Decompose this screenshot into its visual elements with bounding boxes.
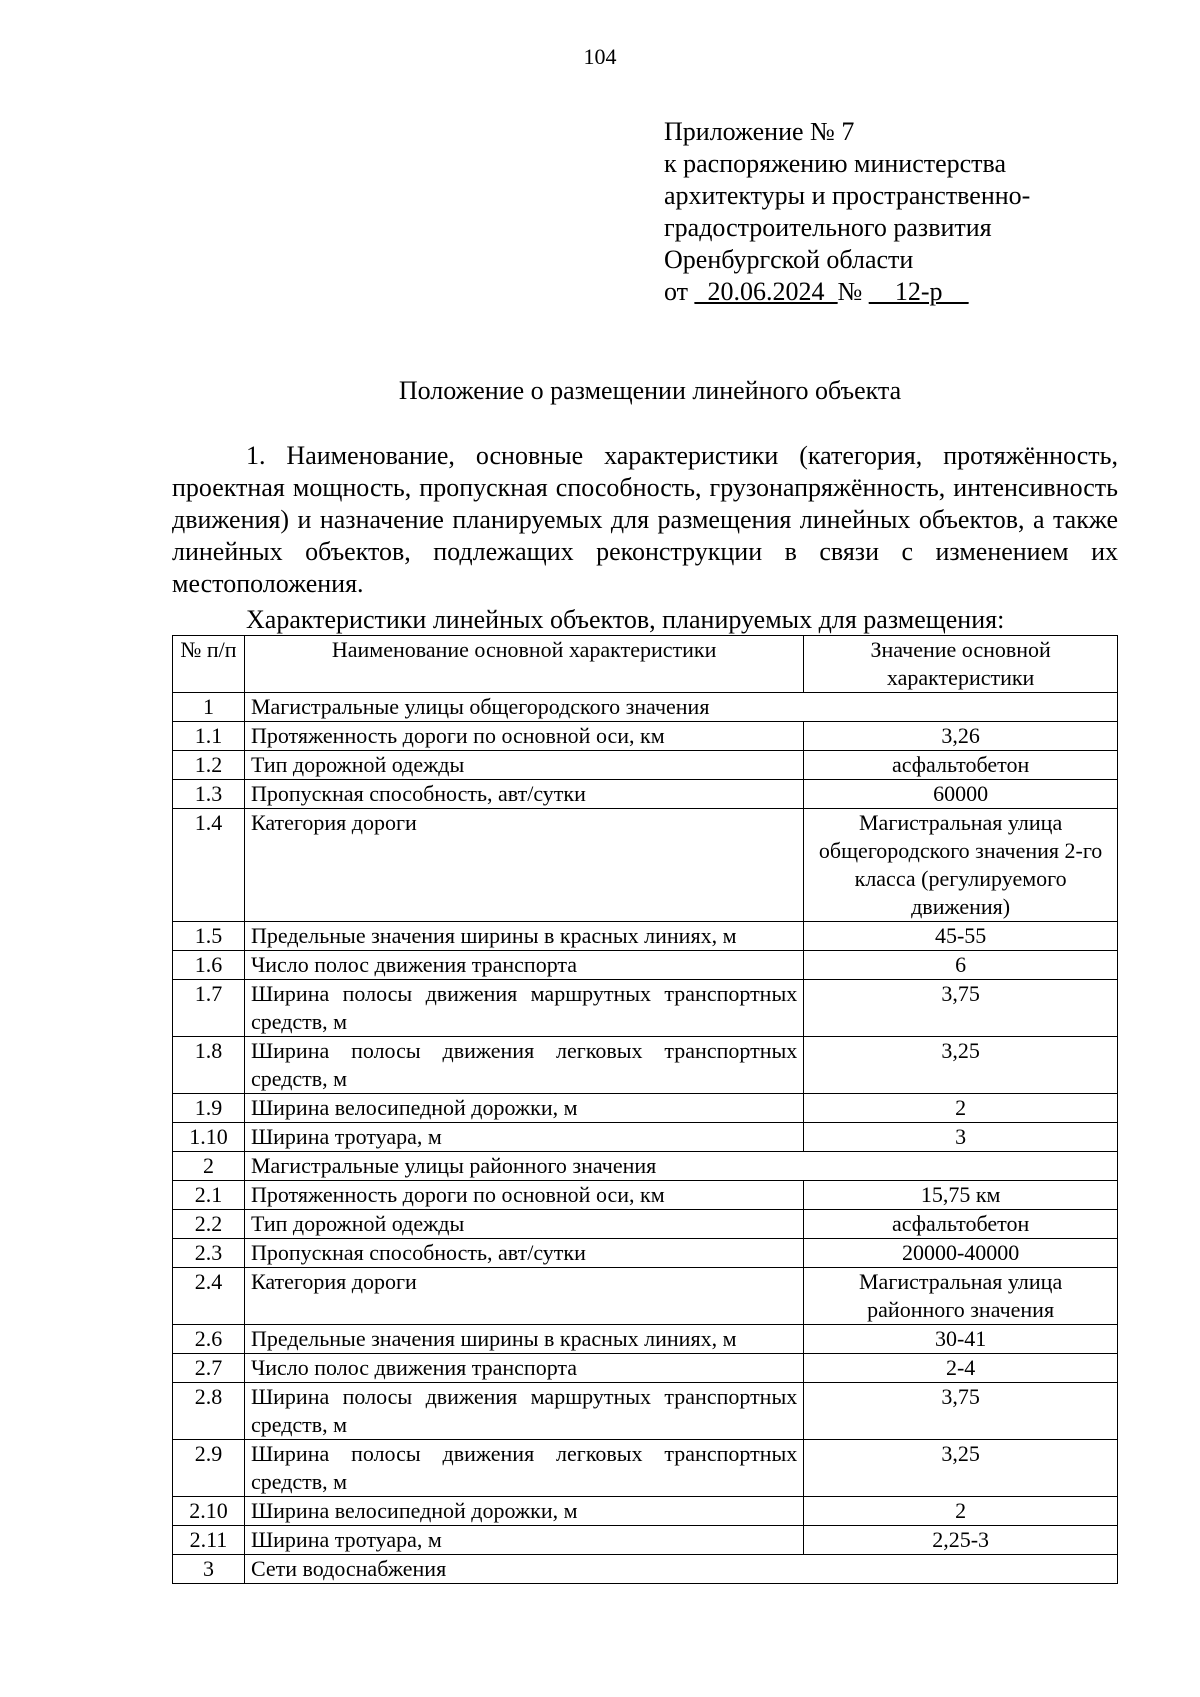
characteristic-name: Число полос движения транспорта <box>244 951 803 980</box>
row-number: 2.7 <box>173 1354 245 1383</box>
table-row <box>173 1383 1118 1440</box>
table-row <box>173 1555 1118 1584</box>
table-row <box>173 809 1118 922</box>
row-number: 1.7 <box>173 980 245 1037</box>
characteristic-value: 15,75 км <box>804 1181 1118 1210</box>
table-row <box>173 693 1118 722</box>
characteristic-name: Протяженность дороги по основной оси, км <box>244 722 803 751</box>
table-row <box>173 1268 1118 1325</box>
table-row <box>173 780 1118 809</box>
characteristic-value: 20000-40000 <box>804 1239 1118 1268</box>
appendix-line-3: архитектуры и пространственно- <box>664 181 1031 210</box>
characteristic-value: 30-41 <box>804 1325 1118 1354</box>
characteristic-name: Тип дорожной одежды <box>244 1210 803 1239</box>
table-row <box>173 1497 1118 1526</box>
row-number: 1.2 <box>173 751 245 780</box>
characteristic-value: 3,75 <box>804 1383 1118 1440</box>
table-row <box>173 1325 1118 1354</box>
appendix-line-1: Приложение № 7 <box>664 117 855 146</box>
row-number: 1.3 <box>173 780 245 809</box>
document-date: _20.06.2024_ <box>694 277 838 306</box>
table-row <box>173 1094 1118 1123</box>
characteristic-name: Тип дорожной одежды <box>244 751 803 780</box>
row-number: 1.8 <box>173 1037 245 1094</box>
characteristic-name: Ширина полосы движения маршрутных транспортных средств, м <box>244 1383 803 1440</box>
characteristic-value: 3,25 <box>804 1440 1118 1497</box>
table-row <box>173 951 1118 980</box>
row-number: 2.2 <box>173 1210 245 1239</box>
header-value: Значение основной характеристики <box>804 636 1118 693</box>
document-title: Положение о размещении линейного объекта <box>398 376 902 405</box>
appendix-line-4: градостроительного развития <box>664 213 992 242</box>
table-caption: Характеристики линейных объектов, планируемых для размещения: <box>246 605 1005 634</box>
characteristic-name: Категория дороги <box>244 1268 803 1325</box>
characteristic-name: Ширина полосы движения легковых транспортных средств, м <box>244 1440 803 1497</box>
characteristic-value: 2,25-3 <box>804 1526 1118 1555</box>
table-row <box>173 751 1118 780</box>
row-number: 1.9 <box>173 1094 245 1123</box>
characteristic-value: асфальтобетон <box>804 751 1118 780</box>
header-name: Наименование основной характеристики <box>244 636 803 693</box>
characteristic-name: Ширина велосипедной дорожки, м <box>244 1497 803 1526</box>
characteristic-name: Протяженность дороги по основной оси, км <box>244 1181 803 1210</box>
intro-paragraph: 1. Наименование, основные характеристики (категория, протяжённость, проектная мощность, пропускная способность, грузонапряжённость, интенсивность движения) и назначение планируемых для размещения линейных объектов, а также линейных объектов, подлежащих реконструкции в связи с изменением их местоположения. <box>172 441 1118 598</box>
row-number: 2 <box>173 1152 245 1181</box>
table-row <box>173 980 1118 1037</box>
characteristic-value: 3,26 <box>804 722 1118 751</box>
table-row <box>173 1123 1118 1152</box>
appendix-line-5: Оренбургской области <box>664 245 914 274</box>
characteristics-table <box>172 635 1118 1584</box>
date-prefix: от <box>664 277 695 306</box>
section-heading: Магистральные улицы общегородского значения <box>244 693 1117 722</box>
row-number: 2.1 <box>173 1181 245 1210</box>
characteristic-name: Предельные значения ширины в красных линиях, м <box>244 922 803 951</box>
row-number: 2.8 <box>173 1383 245 1440</box>
row-number: 3 <box>173 1555 245 1584</box>
row-number: 2.6 <box>173 1325 245 1354</box>
row-number: 2.9 <box>173 1440 245 1497</box>
appendix-date-line <box>664 276 1030 308</box>
characteristic-name: Число полос движения транспорта <box>244 1354 803 1383</box>
characteristic-value: Магистральная улица общегородского значения 2-го класса (регулируемого движения) <box>804 809 1118 922</box>
characteristic-name: Пропускная способность, авт/сутки <box>244 1239 803 1268</box>
characteristic-name: Ширина тротуара, м <box>244 1526 803 1555</box>
row-number: 2.4 <box>173 1268 245 1325</box>
section-heading: Магистральные улицы районного значения <box>244 1152 1117 1181</box>
characteristic-value: 6 <box>804 951 1118 980</box>
table-row <box>173 1210 1118 1239</box>
characteristic-value: 2 <box>804 1094 1118 1123</box>
row-number: 1.10 <box>173 1123 245 1152</box>
characteristic-name: Ширина велосипедной дорожки, м <box>244 1094 803 1123</box>
row-number: 1 <box>173 693 245 722</box>
row-number: 1.4 <box>173 809 245 922</box>
characteristic-value: 2 <box>804 1497 1118 1526</box>
appendix-block <box>664 116 1030 308</box>
section-heading: Сети водоснабжения <box>244 1555 1117 1584</box>
document-number: __12-р__ <box>868 277 969 306</box>
row-number: 2.10 <box>173 1497 245 1526</box>
number-prefix: № <box>837 277 869 306</box>
characteristic-value: 3 <box>804 1123 1118 1152</box>
table-row <box>173 1526 1118 1555</box>
table-row <box>173 1037 1118 1094</box>
characteristic-value: асфальтобетон <box>804 1210 1118 1239</box>
characteristic-name: Ширина полосы движения маршрутных транспортных средств, м <box>244 980 803 1037</box>
characteristic-name: Ширина полосы движения легковых транспортных средств, м <box>244 1037 803 1094</box>
table-row <box>173 922 1118 951</box>
header-num: № п/п <box>173 636 245 693</box>
row-number: 1.1 <box>173 722 245 751</box>
table-body <box>173 636 1118 1584</box>
table-row <box>173 1440 1118 1497</box>
table-row <box>173 1239 1118 1268</box>
row-number: 2.3 <box>173 1239 245 1268</box>
characteristic-value: 3,25 <box>804 1037 1118 1094</box>
characteristic-name: Предельные значения ширины в красных линиях, м <box>244 1325 803 1354</box>
characteristic-name: Пропускная способность, авт/сутки <box>244 780 803 809</box>
table-header-row <box>173 636 1118 693</box>
row-number: 1.5 <box>173 922 245 951</box>
table-row <box>173 1152 1118 1181</box>
table-row <box>173 1354 1118 1383</box>
characteristic-value: 2-4 <box>804 1354 1118 1383</box>
characteristic-value: 3,75 <box>804 980 1118 1037</box>
characteristic-value: 60000 <box>804 780 1118 809</box>
table-row <box>173 1181 1118 1210</box>
characteristic-value: 45-55 <box>804 922 1118 951</box>
row-number: 1.6 <box>173 951 245 980</box>
appendix-line-2: к распоряжению министерства <box>664 149 1007 178</box>
characteristic-value: Магистральная улица районного значения <box>804 1268 1118 1325</box>
characteristic-name: Категория дороги <box>244 809 803 922</box>
characteristic-name: Ширина тротуара, м <box>244 1123 803 1152</box>
row-number: 2.11 <box>173 1526 245 1555</box>
table-row <box>173 722 1118 751</box>
page-number: 104 <box>583 44 617 69</box>
